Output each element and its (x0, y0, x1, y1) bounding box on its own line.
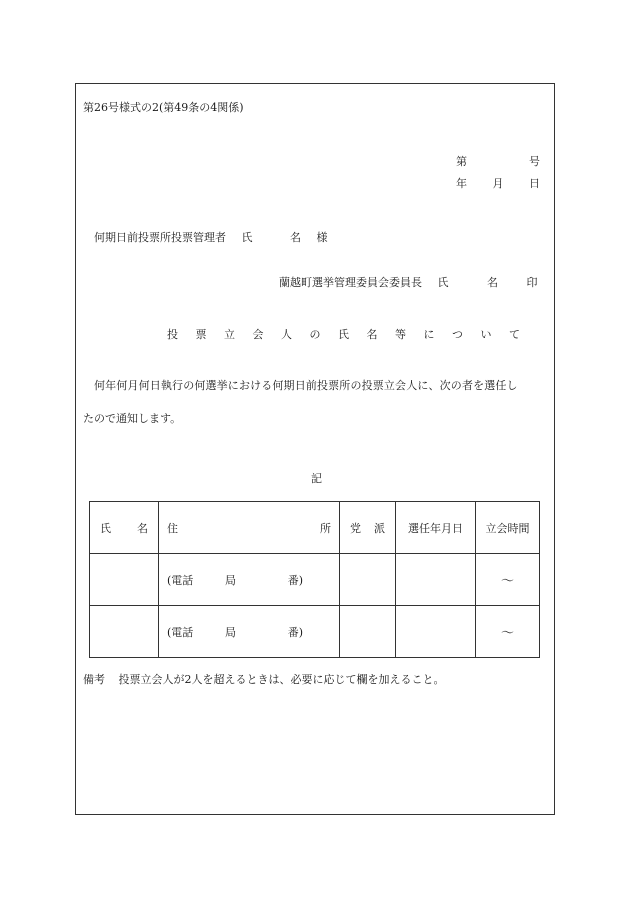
date-line (456, 175, 540, 191)
header-party-to: 党 (350, 521, 361, 535)
addressee-sama: 様 (316, 231, 328, 244)
heading-char: い (480, 328, 492, 341)
seal-mark: 印 (526, 276, 538, 289)
table-row (90, 554, 540, 606)
heading-char: の (309, 328, 321, 341)
number-prefix: 第 (456, 155, 467, 168)
form-id: 第26号様式の2(第49条の4関係) (83, 101, 244, 114)
sender-mei: 名 (487, 276, 498, 289)
phone-label: (電話 (167, 625, 194, 639)
form-frame (75, 83, 555, 815)
cell-party[interactable] (340, 606, 396, 658)
heading-char: 票 (195, 328, 207, 341)
appointee-table (89, 501, 540, 658)
header-appointed-date: 選任年月日 (396, 502, 476, 554)
sender-shi: 氏 (437, 276, 449, 289)
date-month: 月 (492, 177, 504, 190)
header-name-mei: 名 (137, 521, 148, 535)
addressee-title: 何期日前投票所投票管理者 (94, 231, 226, 244)
body-line-1: 何年何月何日執行の何選挙における何期日前投票所の投票立会人に、次の者を選任し (94, 379, 518, 392)
phone-number-label: 番) (287, 573, 303, 587)
sender-line (279, 274, 538, 290)
heading-char: に (423, 328, 435, 341)
cell-address[interactable] (159, 554, 340, 606)
cell-attendance-time[interactable]: ～ (476, 554, 540, 606)
date-year: 年 (456, 177, 467, 190)
heading-char: て (509, 328, 520, 341)
header-address-ju: 住 (167, 521, 178, 535)
note-line (83, 671, 445, 687)
document-heading (167, 326, 520, 342)
sender-title: 蘭越町選挙管理委員会委員長 (279, 276, 422, 289)
addressee-shi: 氏 (241, 231, 253, 244)
heading-char: 人 (281, 328, 292, 341)
date-day: 日 (529, 177, 540, 190)
number-suffix: 号 (529, 155, 540, 168)
phone-exchange-label: 局 (225, 625, 236, 639)
header-address-sho: 所 (320, 521, 331, 535)
note-text: 投票立会人が2人を超えるときは、必要に応じて欄を加えること。 (118, 673, 445, 686)
header-attendance-time: 立会時間 (476, 502, 540, 554)
cell-name[interactable] (90, 606, 159, 658)
header-name (90, 502, 159, 554)
body-line-2: たので通知します。 (83, 412, 182, 425)
heading-char: つ (452, 328, 463, 341)
heading-char: 氏 (338, 328, 349, 341)
table-row (90, 606, 540, 658)
cell-attendance-time[interactable]: ～ (476, 606, 540, 658)
number-line (456, 153, 540, 169)
addressee-mei: 名 (290, 231, 301, 244)
phone-number-label: 番) (287, 625, 303, 639)
note-label: 備考 (83, 673, 105, 686)
header-address (159, 502, 340, 554)
header-name-shi: 氏 (100, 521, 111, 535)
heading-char: 等 (395, 328, 406, 341)
heading-char: 会 (252, 328, 264, 341)
phone-label: (電話 (167, 573, 194, 587)
cell-address[interactable] (159, 606, 340, 658)
table-header-row (90, 502, 540, 554)
phone-exchange-label: 局 (225, 573, 236, 587)
header-party-ha: 派 (374, 521, 385, 535)
heading-char: 立 (224, 328, 235, 341)
cell-name[interactable] (90, 554, 159, 606)
cell-appointed-date[interactable] (396, 606, 476, 658)
cell-appointed-date[interactable] (396, 554, 476, 606)
addressee-line (94, 229, 328, 245)
heading-char: 投 (167, 328, 178, 341)
heading-char: 名 (366, 328, 378, 341)
cell-party[interactable] (340, 554, 396, 606)
header-party (340, 502, 396, 554)
ki-label: 記 (311, 472, 322, 485)
